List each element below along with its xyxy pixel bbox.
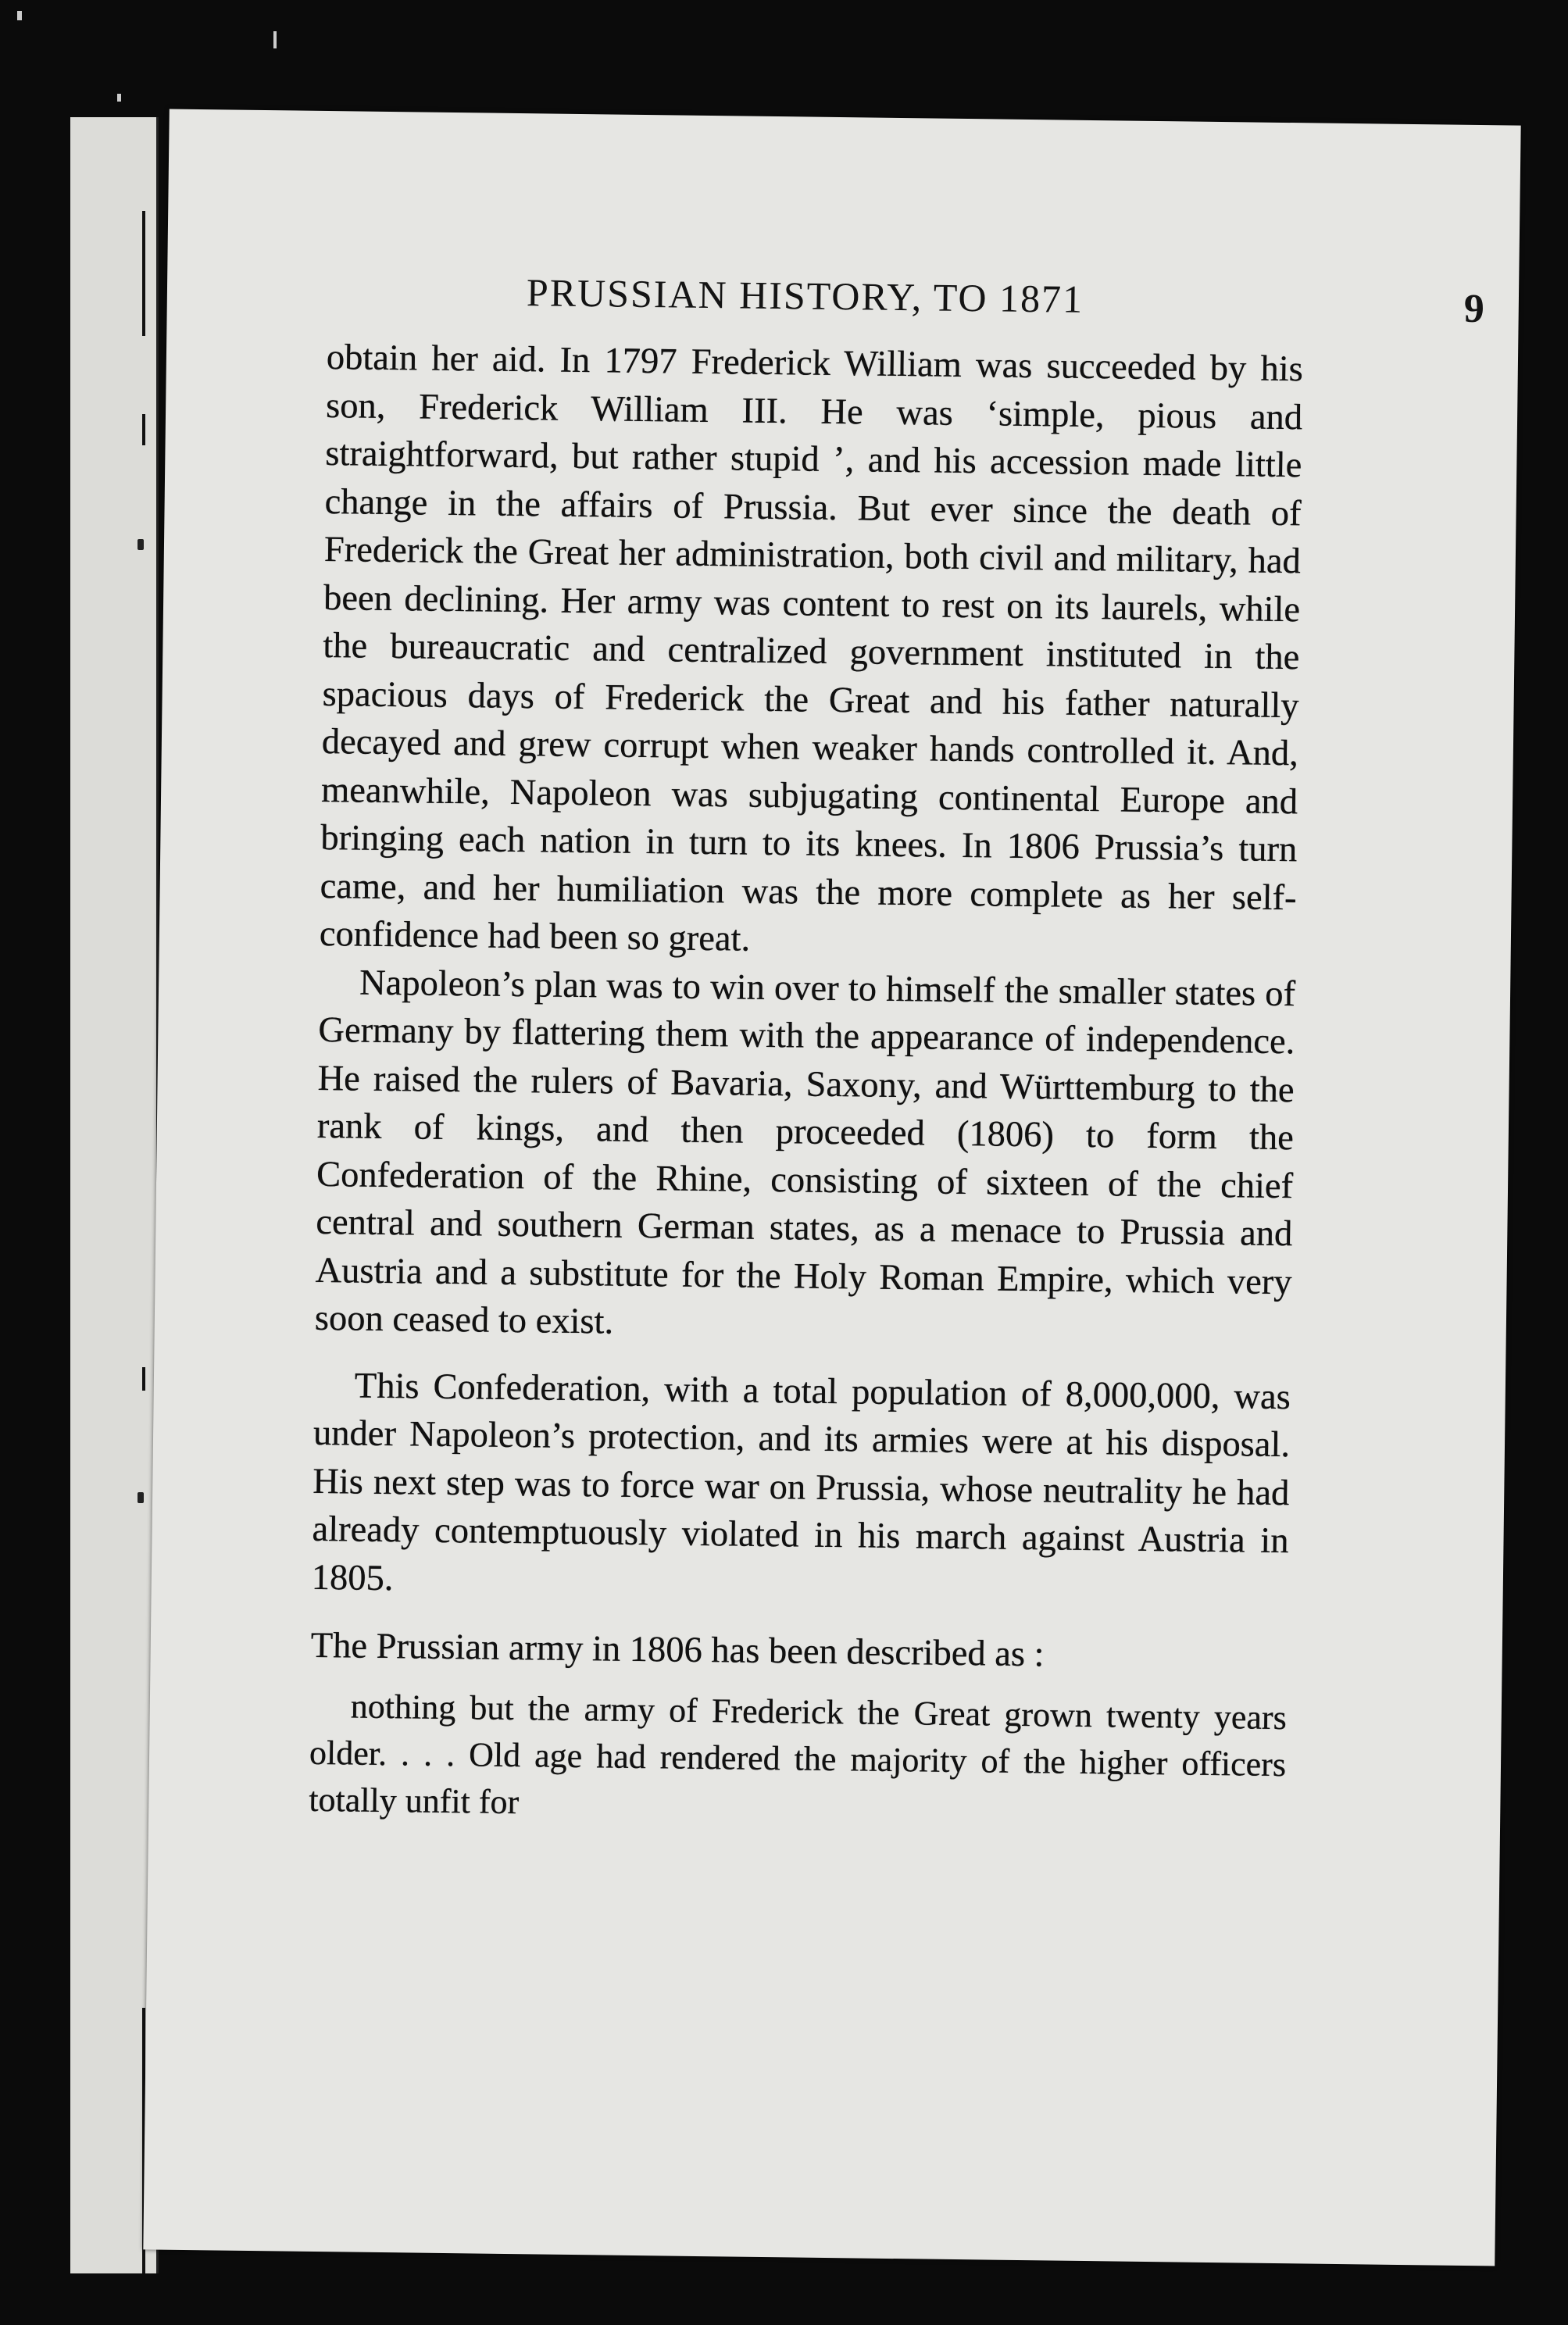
edge-shadow-line [142,211,145,336]
paragraph-2: Napoleon’s plan was to win over to himself the smaller states of Germany by flattering them with the appearance of independence. He raised the rulers of Bavaria, Saxony, and Württemburg to the rank of kings, and then proceeded (1806) to form the Confederation of the Rhine, consisting of sixteen of the chief central and southern German states, as a menace to Prussia and Austria and a substitute for the Holy Roman Empire, which very soon ceased to exist. [314,962,1296,1342]
previous-page-edge [70,117,159,2273]
block-quote: nothing but the army of Frederick the Great grown twenty years older. . . . Old age had rendered the majority of the higher officers totally unfit for [309,1687,1288,1821]
quote-introduction: The Prussian army in 1806 has been described as : [310,1625,1045,1675]
scan-speck [17,11,22,20]
edge-speck [138,539,144,550]
page-header [331,267,1487,332]
page-number: 9 [1463,286,1487,332]
scan-speck [273,31,277,48]
edge-shadow-line [142,1367,145,1391]
edge-speck [138,1492,144,1503]
book-page [143,109,1520,2266]
scan-speck [117,94,121,102]
paragraph-1: obtain her aid. In 1797 Frederick William was succeeded by his son, Frederick William III. He was ‘simple, pious and straightforward, but rather stupid ’, and his accession made little change in the affairs of Prussia. But ever since the death of Frederick the Great her administration, both civil and military, had been declining. Her army was content to rest on its laurels, while the bureaucratic and centralized government instituted in the spacious days of Frederick the Great and his father naturally decayed and grew corrupt when weaker hands controlled it. And, meanwhile, Napoleon was subjugating continental Europe and bringing each nation in turn to its knees. In 1806 Prussia’s turn came, and her humiliation was the more complete as her self-confidence had been so great. [319,338,1304,959]
page-body [309,334,1303,1835]
running-title: PRUSSIAN HISTORY, TO 1871 [526,270,1084,321]
paragraph-3: This Confederation, with a total population of 8,000,000, was under Napoleon’s protection, and its armies were at his disposal. His next step was to force war on Prussia, whose neutrality he had already contemptuously violated in his march against Austria in 1805. [311,1366,1291,1598]
edge-shadow-line [142,414,145,445]
